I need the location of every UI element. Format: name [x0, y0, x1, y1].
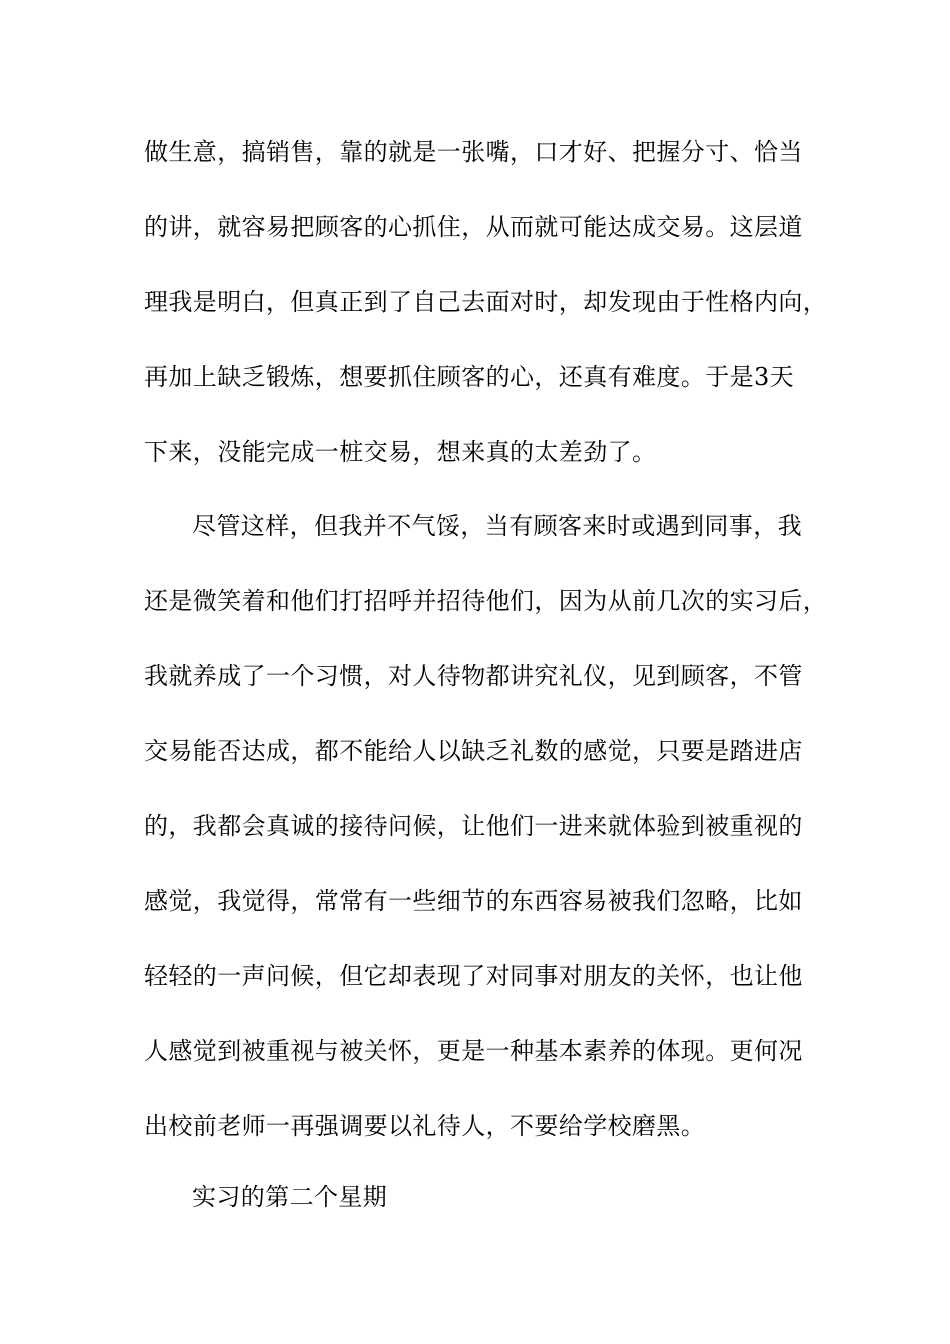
text-line: 交易能否达成，都不能给人以缺乏礼数的感觉，只要是踏进店 [144, 737, 803, 765]
text-line: 实习的第二个星期 [192, 1183, 388, 1211]
paragraph-1 [144, 115, 828, 490]
text-line: 尽管这样，但我并不气馁，当有顾客来时或遇到同事，我 [192, 512, 802, 540]
text-line: 的讲，就容易把顾客的心抓住，从而就可能达成交易。这层道 [144, 213, 803, 241]
text-line: 我就养成了一个习惯，对人待物都讲究礼仪，见到顾客，不管 [144, 662, 803, 690]
text-line: 还是微笑着和他们打招呼并招待他们，因为从前几次的实习后， [144, 587, 828, 615]
text-line: 理我是明白，但真正到了自己去面对时，却发现由于性格内向， [144, 288, 828, 316]
text-line: 轻轻的一声问候，但它却表现了对同事对朋友的关怀，也让他 [144, 962, 803, 990]
text-line: 人感觉到被重视与被关怀，更是一种基本素养的体现。更何况 [144, 1037, 803, 1065]
text-line: 出校前老师一再强调要以礼待人，不要给学校磨黑。 [144, 1112, 706, 1140]
paragraph-2 [144, 489, 828, 1164]
text-line: 感觉，我觉得，常常有一些细节的东西容易被我们忽略，比如 [144, 887, 803, 915]
text-line: 的，我都会真诚的接待问候，让他们一进来就体验到被重视的 [144, 812, 803, 840]
section-heading [144, 1160, 809, 1235]
text-line: 再加上缺乏锻炼，想要抓住顾客的心，还真有难度。于是3天 [144, 363, 795, 391]
text-line: 做生意，搞销售，靠的就是一张嘴，口才好、把握分寸、恰当 [144, 138, 803, 166]
text-line: 下来，没能完成一桩交易，想来真的太差劲了。 [144, 438, 657, 466]
